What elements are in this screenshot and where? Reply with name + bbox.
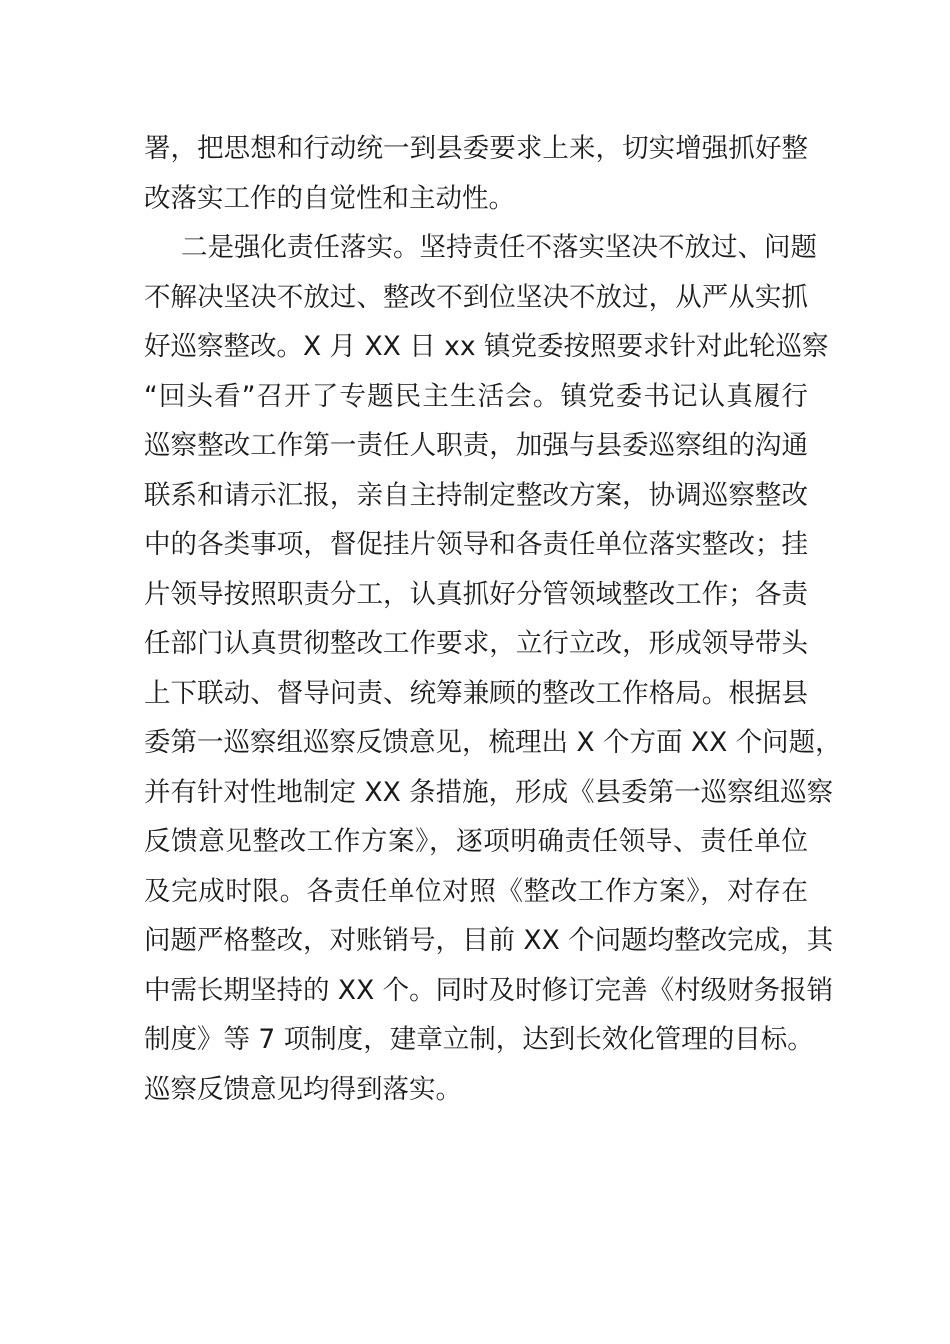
text-line: 及完成时限。各责任单位对照《整改工作方案》，对存在 [144, 875, 808, 907]
text-line: 制度》等 7 项制度，建章立制，达到长效化管理的目标。 [144, 1024, 814, 1055]
text-line: 中需长期坚持的 XX 个。同时及时修订完善《村级财务报销 [144, 974, 834, 1006]
text-line: 中的各类事项，督促挂片领导和各责任单位落实整改；挂 [144, 529, 808, 560]
text-line: 改落实工作的自觉性和主动性。 [144, 182, 515, 214]
text-line: 问题严格整改，对账销号，目前 XX 个问题均整改完成，其 [144, 925, 834, 956]
body-text [144, 124, 842, 1114]
text-line: 好巡察整改。X 月 XX 日 xx 镇党委按照要求针对此轮巡察 [144, 331, 829, 362]
text-line: 片领导按照职责分工，认真抓好分管领域整改工作；各责 [144, 578, 808, 610]
text-line: 委第一巡察组巡察反馈意见，梳理出 X 个方面 XX 个问题， [144, 727, 842, 758]
text-line: 上下联动、督导问责、统筹兼顾的整改工作格局。根据县 [144, 677, 808, 709]
paragraph-first-line: 二是强化责任落实。坚持责任不落实坚决不放过、问题 [181, 232, 817, 263]
text-line: 任部门认真贯彻整改工作要求，立行立改，形成领导带头 [144, 628, 808, 659]
text-line: 署，把思想和行动统一到县委要求上来，切实增强抓好整 [144, 133, 808, 164]
text-line: 巡察整改工作第一责任人职责，加强与县委巡察组的沟通 [144, 430, 808, 461]
text-line: 巡察反馈意见均得到落实。 [144, 1073, 462, 1105]
text-line: “回头看”召开了专题民主生活会。镇党委书记认真履行 [144, 380, 808, 412]
text-line: 并有针对性地制定 XX 条措施，形成《县委第一巡察组巡察 [144, 776, 834, 808]
text-line: 不解决坚决不放过、整改不到位坚决不放过，从严从实抓 [144, 281, 808, 313]
text-line: 联系和请示汇报，亲自主持制定整改方案，协调巡察整改 [144, 479, 808, 511]
text-line: 反馈意见整改工作方案》，逐项明确责任领导、责任单位 [144, 826, 808, 857]
